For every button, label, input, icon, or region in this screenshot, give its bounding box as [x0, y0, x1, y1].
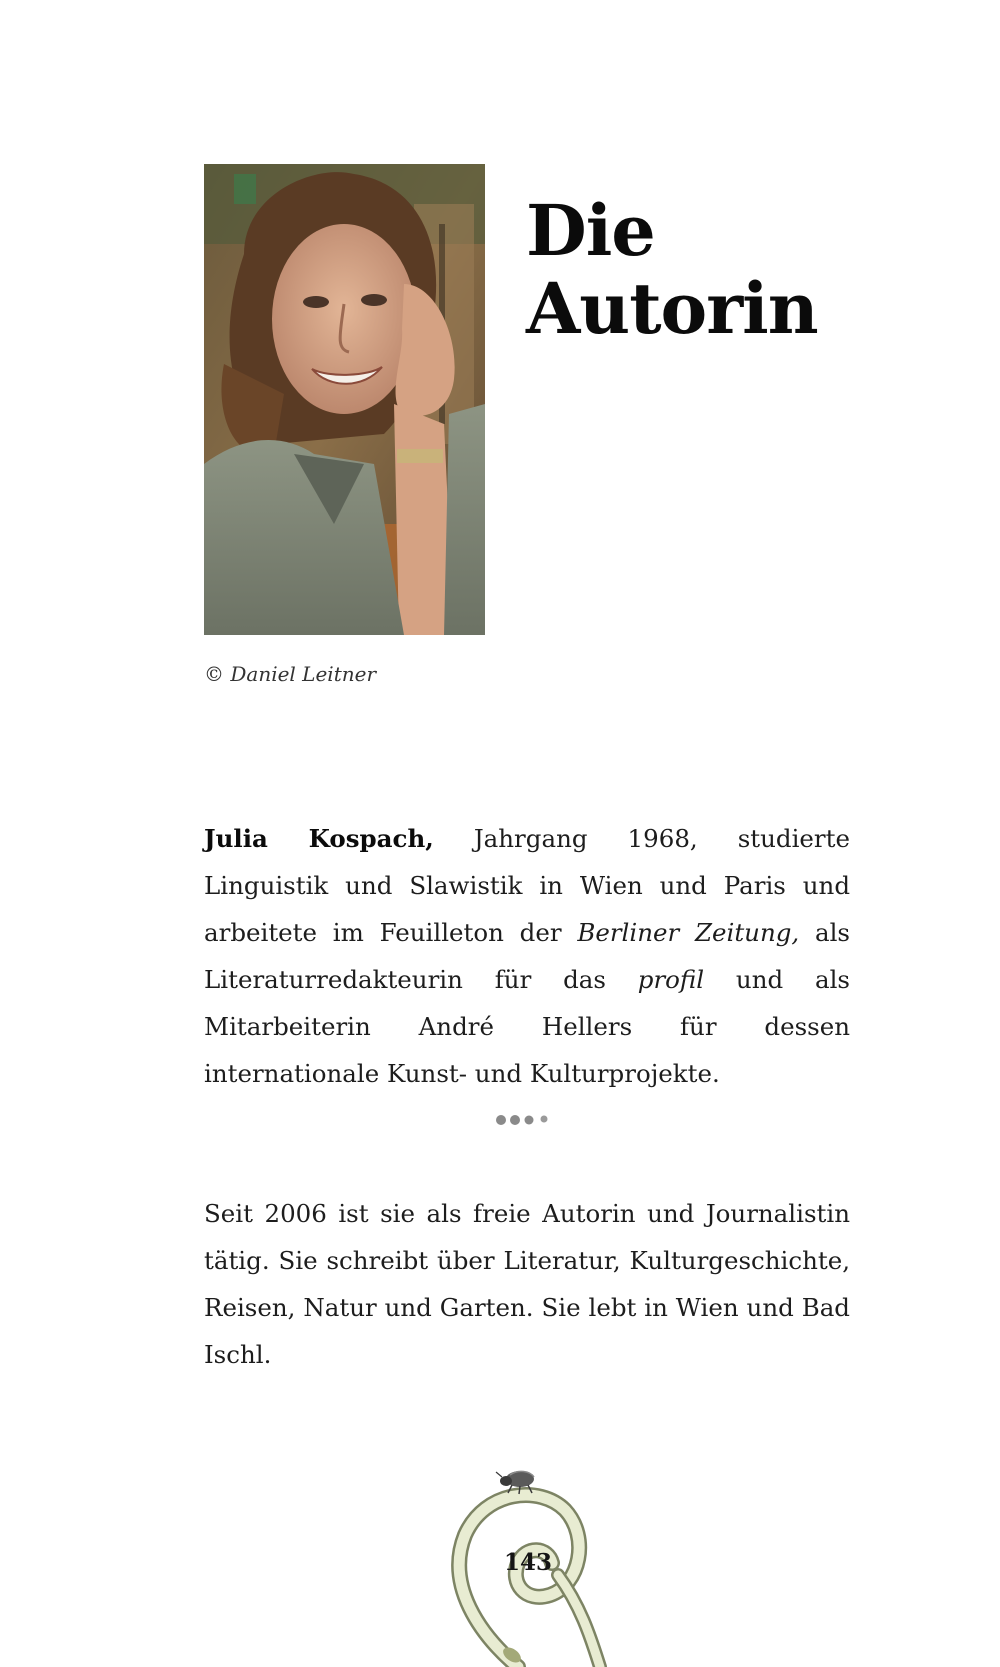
page-title-line-2: Autorin [526, 267, 818, 350]
author-photo [204, 164, 485, 635]
author-name: Julia Kospach, [204, 824, 434, 853]
author-portrait-image [204, 164, 485, 635]
newspaper-title: Berliner Zeitung, [577, 918, 800, 947]
bio-text-2: als Literaturredakteurin für das [204, 918, 850, 994]
beetle-on-curled-stem-icon [440, 1465, 680, 1667]
page-number: 143 [503, 1549, 552, 1576]
section-divider-ornament [494, 1113, 558, 1127]
photo-credit: © Daniel Leitner [204, 662, 377, 686]
bio-text-3: und als Mitarbeiterin André Hellers für dessen internationale Kunst- und Kulturprojekte. [204, 965, 850, 1088]
dots-divider-icon [494, 1113, 558, 1127]
footer-illustration [440, 1465, 680, 1667]
bio-text-1: Jahrgang 1968, studierte Linguistik und Slawistik in Wien und Paris und arbeitete im Feuilleton der [204, 824, 850, 947]
page-title [526, 189, 818, 350]
page-title-line-1: Die [526, 189, 655, 272]
magazine-title: profil [637, 965, 705, 994]
bio-paragraph-1 [204, 815, 850, 1097]
bio-paragraph-2: Seit 2006 ist sie als freie Autorin und Journalistin tätig. Sie schreibt über Literatur, Kulturgeschichte, Reisen, Natur und Garten. Sie lebt in Wien und Bad Ischl. [204, 1199, 850, 1369]
